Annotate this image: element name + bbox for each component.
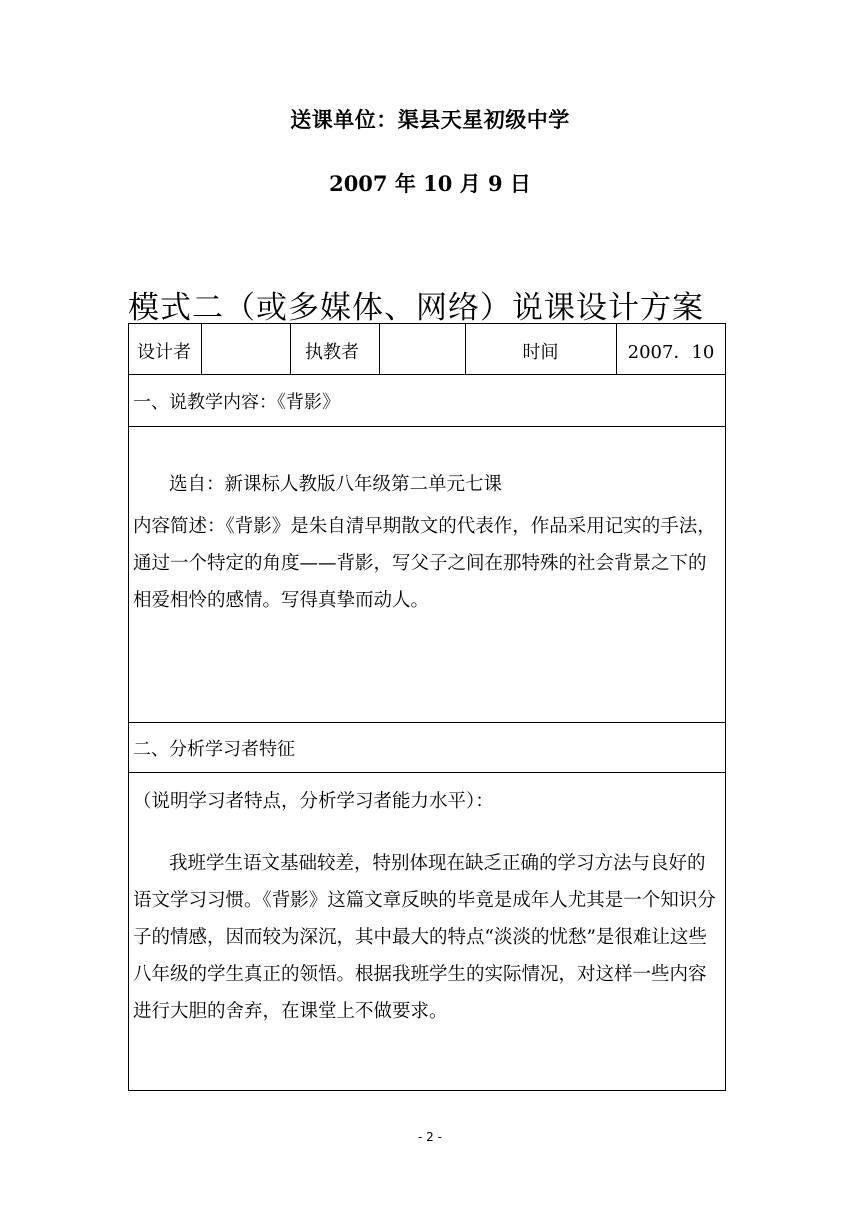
page-number: - 2 - xyxy=(418,1130,442,1144)
section1-heading: 一、说教学内容：《背影》 xyxy=(133,392,340,413)
row1-divider xyxy=(201,324,202,374)
sending-unit-line: 送课单位：渠县天星初级中学 xyxy=(290,107,570,132)
row-separator xyxy=(129,426,725,427)
row-separator xyxy=(129,374,725,375)
design-table xyxy=(128,323,726,1091)
section2-note: （说明学习者特点，分析学习者能力水平）： xyxy=(133,791,494,812)
row1-divider xyxy=(290,324,291,374)
designer-label: 设计者 xyxy=(137,342,191,363)
section1-summary: 内容简述：《背影》是朱自清早期散文的代表作，作品采用记实的手法，通过一个特定的角度——背影，写父子之间在那特殊的社会背景之下的相爱相怜的感情。写得真挚而动人。 xyxy=(133,516,716,611)
teacher-label: 执教者 xyxy=(305,342,359,363)
date-line: 2007 年 10 月 9 日 xyxy=(329,171,531,196)
row-separator xyxy=(129,772,725,773)
section2-heading: 二、分析学习者特征 xyxy=(133,739,295,760)
time-value: 2007．10 xyxy=(627,342,715,363)
row-separator xyxy=(129,722,725,723)
section1-source: 选自：新课标人教版八年级第二单元七课 xyxy=(169,474,503,495)
row1-divider xyxy=(379,324,380,374)
time-label: 时间 xyxy=(522,342,559,363)
section2-body: 我班学生语文基础较差，特别体现在缺乏正确的学习方法与良好的语文学习习惯。《背影》这篇文章反映的毕竟是成年人尤其是一个知识分子的情感，因而较为深沉，其中最大的特点“淡淡的忧愁”是很难让这些八年级的学生真正的领悟。根据我班学生的实际情况，对这样一些内容进行大胆的舍弃，在课堂上不做要求。 xyxy=(133,853,716,1022)
document-title: 模式二（或多媒体、网络）说课设计方案 xyxy=(128,290,704,326)
